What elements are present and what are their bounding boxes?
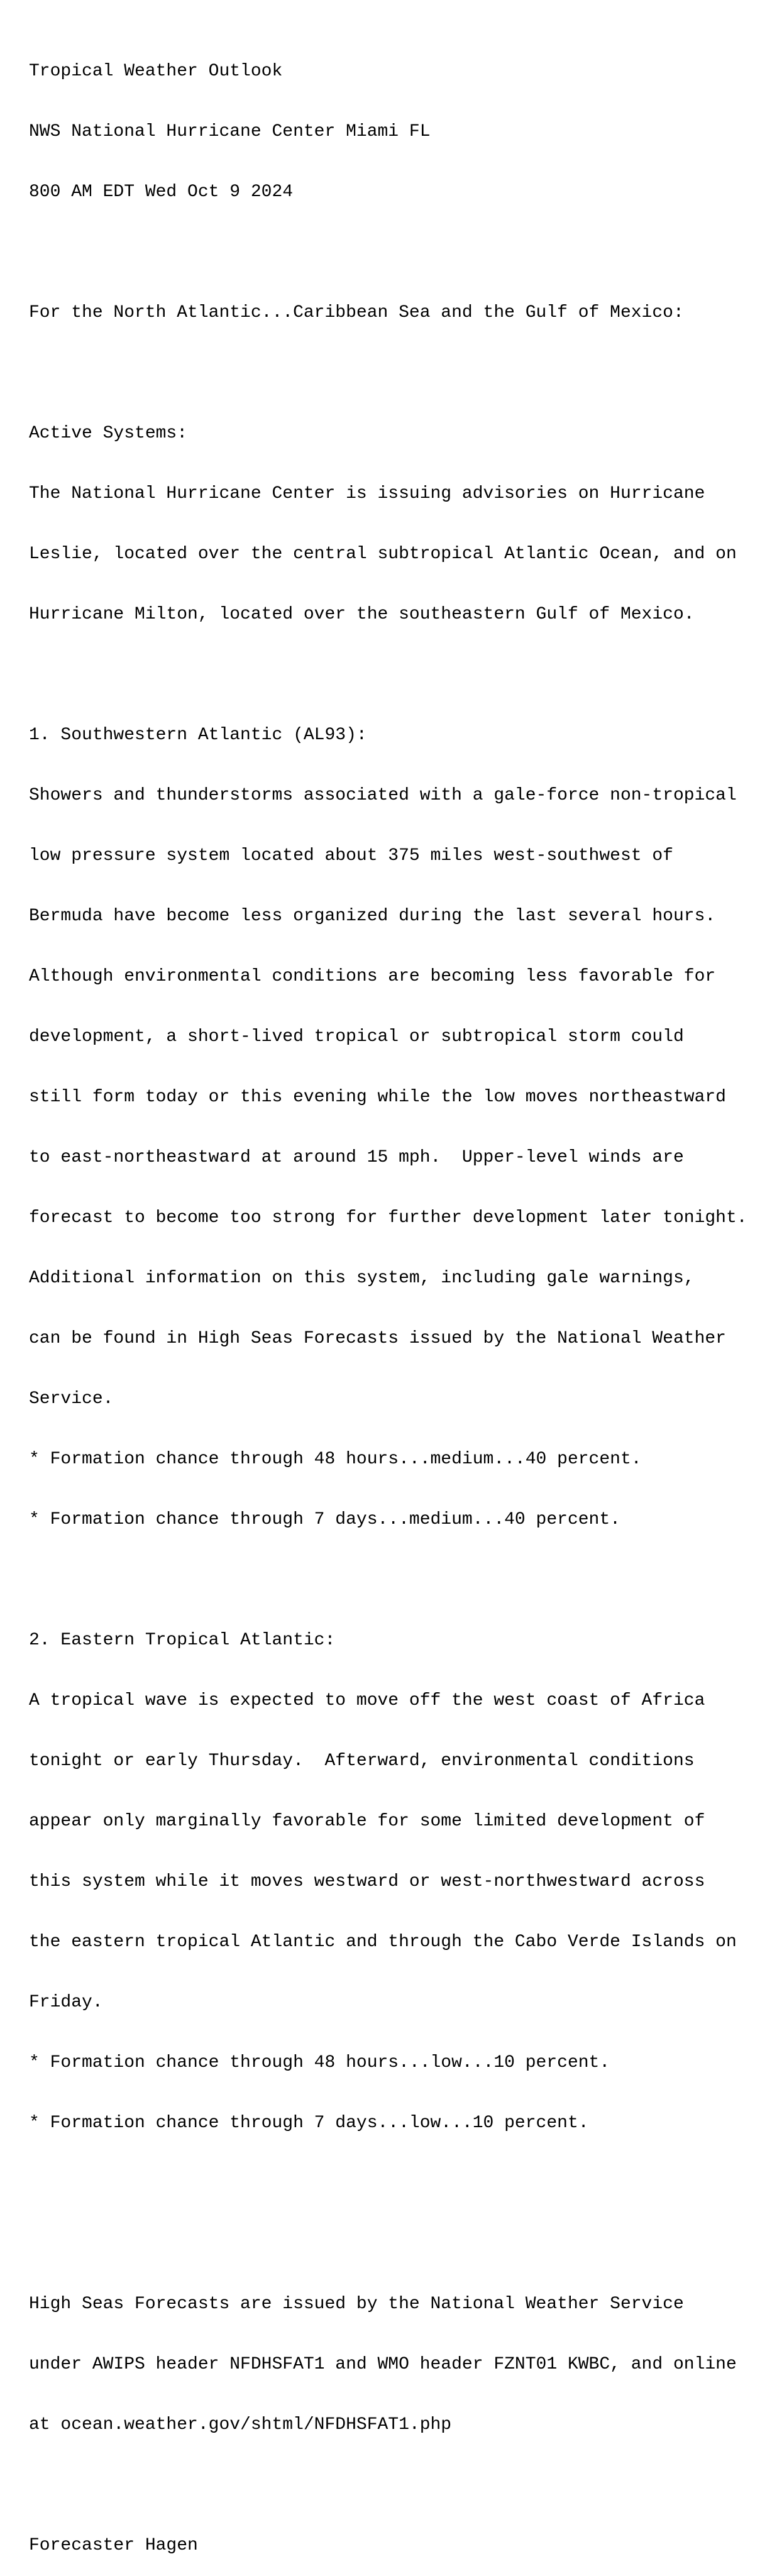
high-seas-line: under AWIPS header NFDHSFAT1 and WMO header FZNT01 KWBC, and online (29, 2355, 737, 2374)
system-1-line: still form today or this evening while the low moves northeastward (29, 1087, 726, 1107)
region-statement: For the North Atlantic...Caribbean Sea and the Gulf of Mexico: (29, 303, 684, 322)
forecaster-signature: Forecaster Hagen (29, 2536, 198, 2555)
high-seas-line: High Seas Forecasts are issued by the National Weather Service (29, 2294, 684, 2314)
system-1-line: development, a short-lived tropical or subtropical storm could (29, 1027, 684, 1047)
issue-time: 800 AM EDT Wed Oct 9 2024 (29, 182, 294, 202)
blank-line (29, 243, 747, 263)
system-1-line: low pressure system located about 375 miles west-southwest of (29, 846, 673, 866)
blank-line (29, 665, 747, 685)
system-2-chance-7d: * Formation chance through 7 days...low...10 percent. (29, 2113, 589, 2133)
system-2-line: the eastern tropical Atlantic and through the Cabo Verde Islands on (29, 1932, 737, 1952)
system-1-line: Bermuda have become less organized during the last several hours. (29, 906, 716, 926)
system-1-line: forecast to become too strong for further development later tonight. (29, 1208, 747, 1228)
issuing-office: NWS National Hurricane Center Miami FL (29, 122, 431, 141)
system-2-line: this system while it moves westward or west-northwestward across (29, 1872, 705, 1891)
high-seas-line: at ocean.weather.gov/shtml/NFDHSFAT1.php (29, 2415, 452, 2435)
blank-line (29, 2174, 747, 2194)
system-2-chance-48h: * Formation chance through 48 hours...low...10 percent. (29, 2053, 610, 2072)
blank-line (29, 363, 747, 383)
system-1-line: Showers and thunderstorms associated with a gale-force non-tropical (29, 786, 737, 805)
blank-line (29, 2475, 747, 2496)
system-1-line: Additional information on this system, including gale warnings, (29, 1269, 695, 1288)
system-1-line: to east-northeastward at around 15 mph. Upper-level winds are (29, 1148, 684, 1167)
system-1-chance-48h: * Formation chance through 48 hours...medium...40 percent. (29, 1450, 642, 1469)
system-2-line: Friday. (29, 1993, 103, 2012)
active-systems-heading: Active Systems: (29, 424, 188, 443)
system-1-line: can be found in High Seas Forecasts issued by the National Weather (29, 1329, 726, 1348)
tropical-weather-outlook-text (29, 21, 747, 2576)
system-1-chance-7d: * Formation chance through 7 days...medium...40 percent. (29, 1510, 620, 1529)
system-2-heading: 2. Eastern Tropical Atlantic: (29, 1631, 336, 1650)
active-systems-line: Leslie, located over the central subtropical Atlantic Ocean, and on (29, 544, 737, 564)
outlook-title: Tropical Weather Outlook (29, 62, 283, 81)
system-2-line: appear only marginally favorable for some limited development of (29, 1812, 705, 1831)
system-1-line: Service. (29, 1389, 114, 1409)
blank-line (29, 1570, 747, 1590)
system-2-line: tonight or early Thursday. Afterward, environmental conditions (29, 1751, 695, 1771)
active-systems-line: Hurricane Milton, located over the southeastern Gulf of Mexico. (29, 605, 695, 624)
system-2-line: A tropical wave is expected to move off the west coast of Africa (29, 1691, 705, 1710)
blank-line (29, 2234, 747, 2254)
system-1-heading: 1. Southwestern Atlantic (AL93): (29, 725, 367, 745)
active-systems-line: The National Hurricane Center is issuing advisories on Hurricane (29, 484, 705, 504)
system-1-line: Although environmental conditions are becoming less favorable for (29, 967, 716, 986)
